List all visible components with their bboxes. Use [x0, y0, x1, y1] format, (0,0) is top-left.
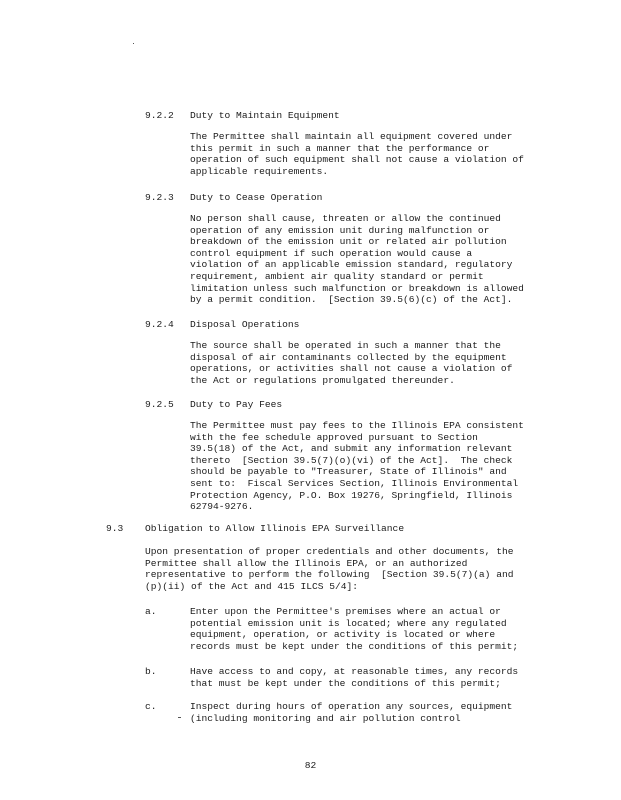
body-line: operation of such equipment shall not cause a violation of [190, 154, 524, 166]
body-line: applicable requirements. [190, 165, 329, 177]
section-body-9-2-5 [190, 420, 524, 513]
section-heading-9-2-3: Duty to Cease Operation [190, 192, 323, 203]
body-line: disposal of air contaminants collected by the equipment [190, 351, 507, 363]
section-number-9-2-3: 9.2.3 [145, 192, 174, 203]
section-number-9-2-5: 9.2.5 [145, 399, 174, 410]
body-line: should be payable to "Treasurer, State of Illinois" and [190, 466, 507, 478]
body-line: The source shall be operated in such a manner that the [190, 340, 501, 351]
section-heading-9-2-5: Duty to Pay Fees [190, 399, 283, 410]
body-line: this permit in such a manner that the performance or [190, 142, 490, 154]
list-item-marker-b: b. [145, 666, 157, 677]
list-item-b [190, 666, 518, 689]
list-item-c [190, 701, 512, 724]
section-body-9-2-4 [190, 340, 512, 386]
body-line: limitation unless such malfunction or breakdown is allowed [190, 282, 524, 294]
body-line: requirement, ambient air quality standard or permit [190, 270, 484, 282]
section-body-9-2-3 [190, 213, 524, 306]
page-number: 82 [304, 760, 317, 771]
body-line: The Permittee must pay fees to the Illinois EPA consistent [190, 420, 524, 431]
section-heading-9-2-2: Duty to Maintain Equipment [190, 110, 340, 121]
scan-speck [133, 43, 134, 44]
scan-speck [178, 717, 181, 718]
list-item-marker-c: c. [145, 701, 157, 712]
body-line: (p)(ii) of the Act and 415 ILCS 5/4]: [145, 580, 359, 592]
body-line: 62794-9276. [190, 501, 254, 513]
body-line: records must be kept under the conditions of this permit; [190, 640, 519, 652]
body-line: representative to perform the following [Section 39.5(7)(a) and [145, 569, 514, 581]
list-item-a [190, 606, 518, 652]
body-line: 39.5(18) of the Act, and submit any information relevant [190, 443, 513, 455]
body-line: control equipment if such operation would cause a [190, 247, 473, 259]
section-body-9-3 [145, 546, 513, 592]
list-item-marker-a: a. [145, 606, 157, 617]
body-line: with the fee schedule approved pursuant to Section [190, 431, 478, 443]
body-line: Inspect during hours of operation any sources, equipment [190, 701, 513, 712]
section-number-9-3: 9.3 [106, 523, 124, 534]
section-heading-9-2-4: Disposal Operations [190, 319, 300, 330]
body-line: breakdown of the emission unit or related air pollution [190, 236, 507, 248]
body-line: potential emission unit is located; where any regulated [190, 617, 507, 629]
section-number-9-2-4: 9.2.4 [145, 319, 174, 330]
body-line: Protection Agency, P.O. Box 19276, Springfield, Illinois [190, 489, 513, 501]
body-line: Have access to and copy, at reasonable times, any records [190, 666, 519, 677]
body-line: equipment, operation, or activity is located or where [190, 629, 496, 641]
section-body-9-2-2 [190, 131, 524, 177]
body-line: by a permit condition. [Section 39.5(6)(c) of the Act]. [190, 294, 513, 306]
body-line: the Act or regulations promulgated thereunder. [190, 374, 455, 386]
body-line: sent to: Fiscal Services Section, Illinois Environmental [190, 477, 519, 489]
body-line: violation of an applicable emission standard, regulatory [190, 259, 513, 271]
body-line: Enter upon the Permittee's premises where an actual or [190, 606, 501, 617]
body-line: operation of any emission unit during malfunction or [190, 224, 490, 236]
body-line: that must be kept under the conditions of this permit; [190, 677, 501, 689]
body-line: The Permittee shall maintain all equipment covered under [190, 131, 513, 142]
body-line: Permittee shall allow the Illinois EPA, or an authorized [145, 557, 468, 569]
body-line: Upon presentation of proper credentials and other documents, the [145, 546, 514, 557]
body-line: thereto [Section 39.5(7)(o)(vi) of the Act]. The check [190, 454, 513, 466]
body-line: No person shall cause, threaten or allow the continued [190, 213, 501, 224]
body-line: operations, or activities shall not cause a violation of [190, 363, 513, 375]
section-heading-9-3: Obligation to Allow Illinois EPA Surveillance [145, 523, 405, 534]
section-number-9-2-2: 9.2.2 [145, 110, 174, 121]
body-line: (including monitoring and air pollution control [190, 712, 461, 724]
